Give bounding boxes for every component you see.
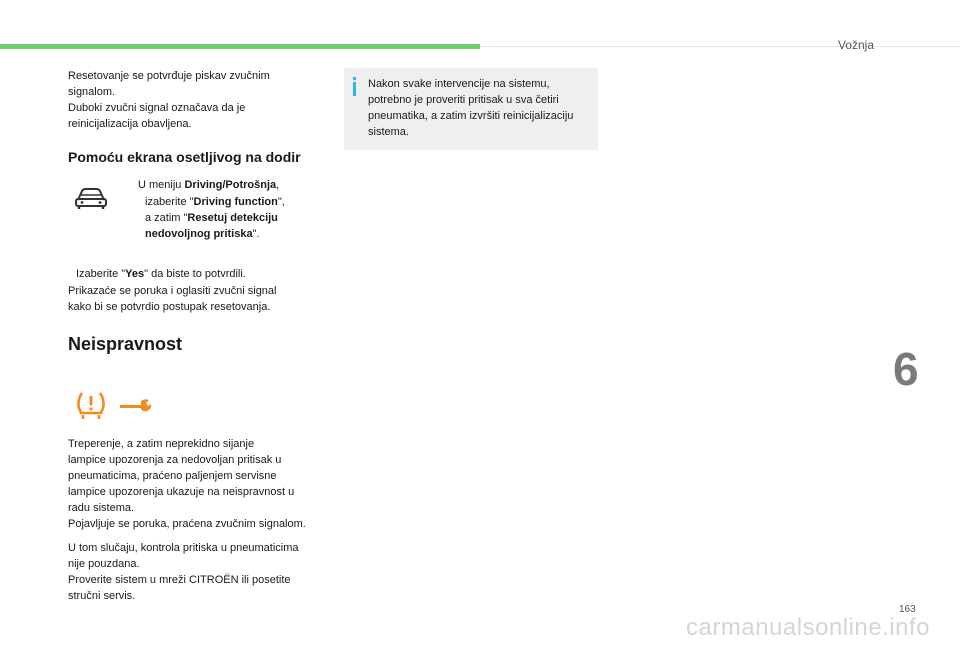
car-icon [74,186,108,210]
step-menu-instruction: U meniju Driving/Potrošnja, izaberite "Driving function", a zatim "Resetuj detekciju nedovoljnog pritiska". [138,179,285,240]
page-number: 163 [899,604,916,615]
chapter-number: 6 [893,343,919,395]
section-divider [480,46,960,47]
touchscreen-heading: Pomoću ekrana osetljivog na dodir [68,149,301,165]
watermark: carmanualsonline.info [686,614,930,641]
section-title: Vožnja [837,38,874,52]
fault-description: Treperenje, a zatim neprekidno sijanje lampice upozorenja za nedovoljan pritisak u pneumaticima, praćeno paljenjem servisne lampice upozorenja ukazuje na neispravnost u radu sistema. Pojavljuje se poruka, praćena zvučnim signalom. [68,438,306,530]
step-confirm-instruction: Izaberite "Yes" da biste to potvrdili. Prikazaće se poruka i oglasiti zvučni signal kako bi se potvrdio postupak resetovanja. [68,268,277,313]
wrench-icon [118,398,154,414]
intro-text: Resetovanje se potvrđuje piskav zvučnim signalom. Duboki zvučni signal označava da je reinicijalizacija obavljena. [68,70,270,130]
info-icon [353,77,356,80]
info-text: Nakon svake intervencije na sistemu, potrebno je proveriti pritisak u sva četiri pneumatika, a zatim izvršiti reinicijalizaciju sistema. [368,78,574,138]
tyre-pressure-warning-icon [76,390,106,420]
fault-note: U tom slučaju, kontrola pritiska u pneumaticima nije pouzdana. Proverite sistem u mreži CITROËN ili posetite stručni servis. [68,542,299,602]
fault-heading: Neispravnost [68,334,183,354]
section-color-bar [0,44,480,49]
info-icon-bar [353,82,356,96]
info-box [344,68,598,150]
